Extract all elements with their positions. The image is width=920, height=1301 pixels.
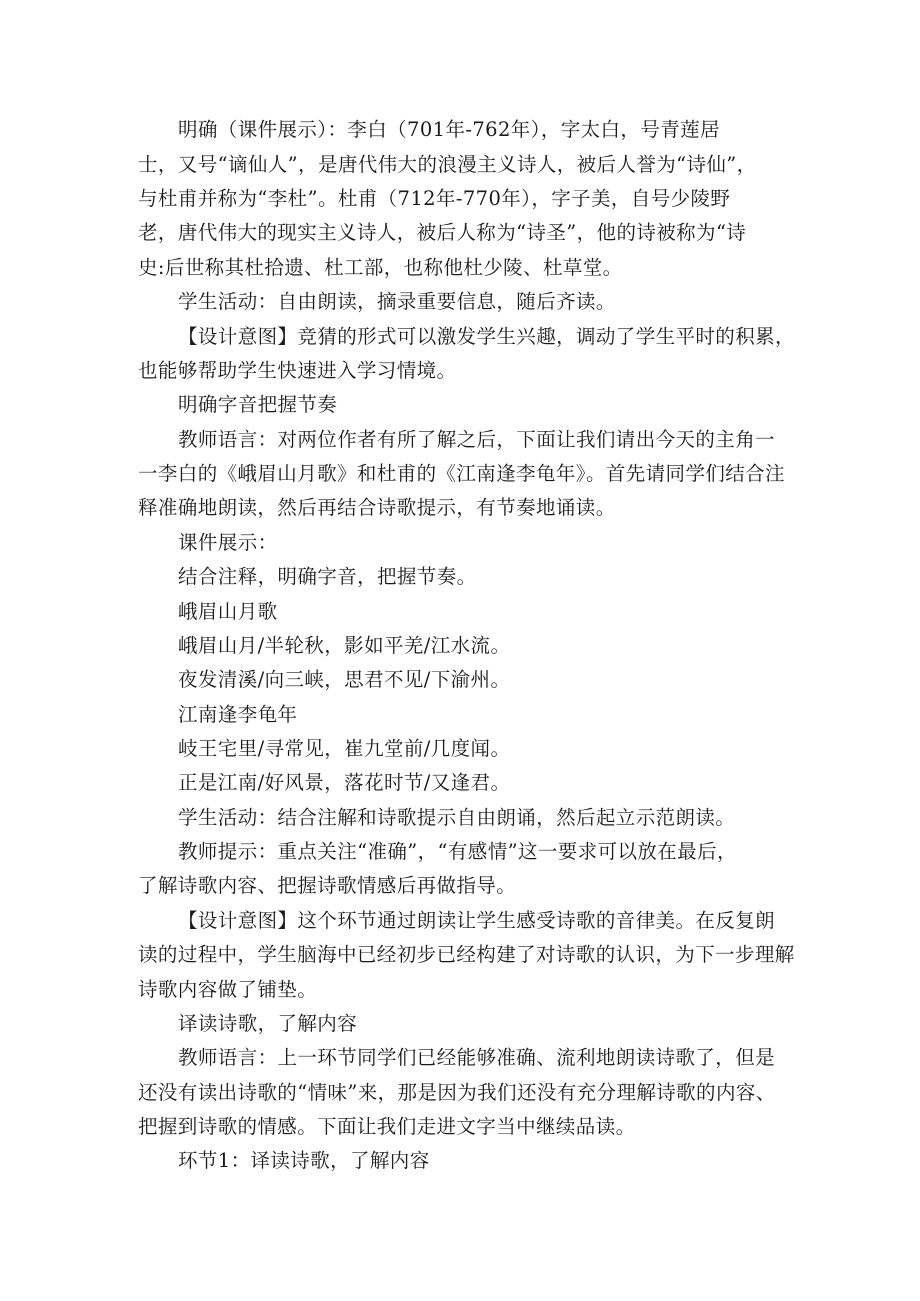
section-heading-2: 译读诗歌，了解内容	[178, 1012, 358, 1035]
paragraph-line-6: 学生活动：自由朗读，摘录重要信息，随后齐读。	[178, 290, 616, 313]
paragraph-line-29: 还没有读出诗歌的“情味”来，那是因为我们还没有充分理解诗歌的内容、	[138, 1081, 776, 1104]
paragraph-line-4: 老，唐代伟大的现实主义诗人，被后人称为“诗圣”，他的诗被称为“诗	[138, 221, 747, 244]
paragraph-line-30: 把握到诗歌的情感。下面让我们走进文字当中继续品读。	[138, 1115, 636, 1138]
paragraph-line-14: 结合注释，明确字音，把握节奏。	[178, 565, 477, 588]
poem-line-4: 正是江南/好风景，落花时节/又逢君。	[178, 771, 511, 794]
paragraph-line-1: 明确（课件展示）：李白（701年-762年），字太白，号青莲居	[178, 118, 720, 141]
poem-title-2: 江南逢李龟年	[178, 703, 298, 726]
paragraph-line-3: 与杜甫并称为“李杜”。杜甫（712年-770年），字子美，自号少陵野	[138, 187, 731, 210]
poem-line-1: 峨眉山月/半轮秋，影如平羌/江水流。	[178, 634, 511, 657]
paragraph-line-12: 释准确地朗读，然后再结合诗歌提示，有节奏地诵读。	[138, 496, 616, 519]
poem-title-1: 峨眉山月歌	[178, 600, 278, 623]
paragraph-line-11: 一李白的《峨眉山月歌》和杜甫的《江南逢李龟年》。首先请同学们结合注	[138, 462, 785, 485]
paragraph-line-28: 教师语言：上一环节同学们已经能够准确、流利地朗读诗歌了，但是	[178, 1046, 776, 1069]
paragraph-line-10: 教师语言：对两位作者有所了解之后，下面让我们请出今天的主角一	[178, 428, 776, 451]
paragraph-line-26: 诗歌内容做了铺垫。	[138, 978, 318, 1001]
paragraph-line-22: 教师提示：重点关注“准确”，“有感情”这一要求可以放在最后，	[178, 840, 737, 863]
paragraph-line-13: 课件展示：	[178, 531, 278, 554]
paragraph-line-21: 学生活动：结合注解和诗歌提示自由朗诵，然后起立示范朗读。	[178, 806, 736, 829]
paragraph-line-24: 【设计意图】这个环节通过朗读让学生感受诗歌的音律美。在反复朗	[178, 909, 776, 932]
section-heading-1: 明确字音把握节奏	[178, 393, 338, 416]
paragraph-line-5: 史:后世称其杜拾遗、杜工部，也称他杜少陵、杜草堂。	[138, 256, 623, 279]
poem-line-2: 夜发清溪/向三峡，思君不见/下渝州。	[178, 668, 511, 691]
paragraph-line-2: 士，又号“谪仙人”，是唐代伟大的浪漫主义诗人，被后人誉为“诗仙”，	[138, 153, 757, 176]
paragraph-line-7: 【设计意图】竞猜的形式可以激发学生兴趣，调动了学生平时的积累，	[178, 325, 795, 348]
section-heading-3: 环节1：译读诗歌，了解内容	[178, 1149, 430, 1172]
poem-line-3: 岐王宅里/寻常见，崔九堂前/几度闻。	[178, 737, 511, 760]
paragraph-line-23: 了解诗歌内容、把握诗歌情感后再做指导。	[138, 874, 517, 897]
paragraph-line-25: 读的过程中，学生脑海中已经初步已经构建了对诗歌的认识，为下一步理解	[138, 943, 795, 966]
paragraph-line-8: 也能够帮助学生快速进入学习情境。	[138, 359, 457, 382]
